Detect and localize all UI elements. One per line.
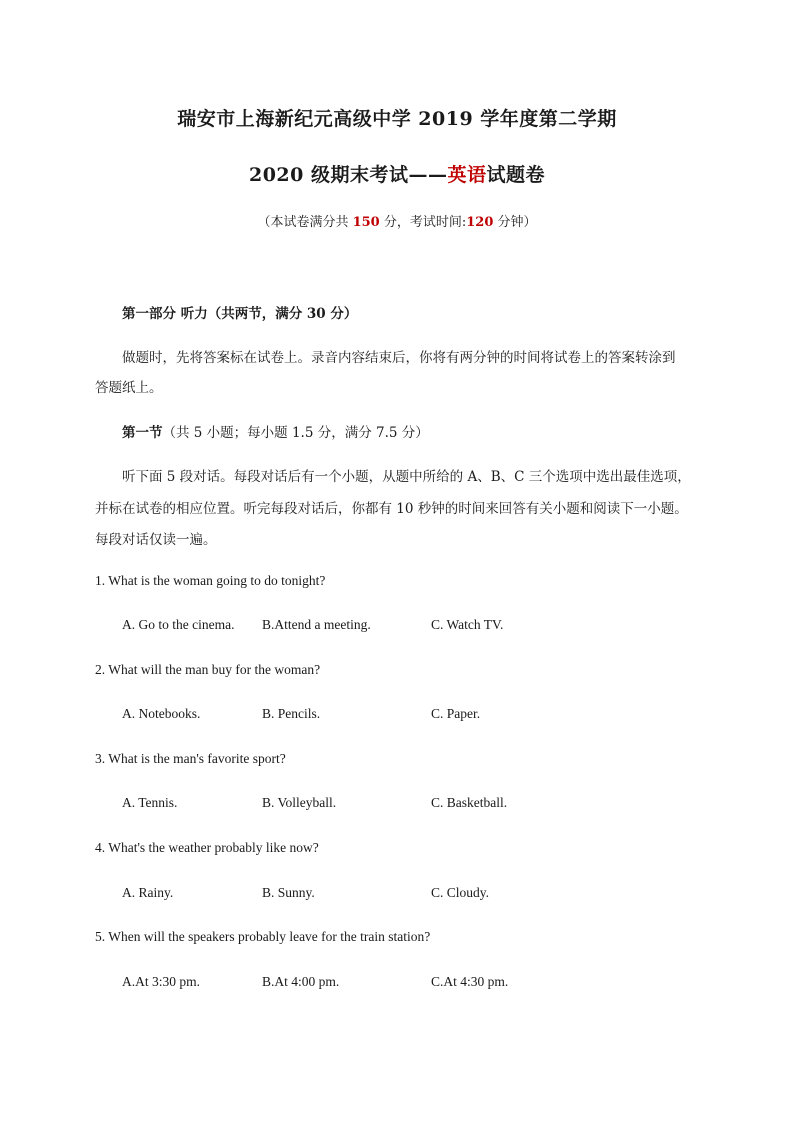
subject-label: 英语	[447, 164, 487, 186]
q1-option-c: C. Watch TV.	[431, 617, 504, 632]
q3-option-a: A. Tennis.	[122, 795, 178, 810]
part1-heading: 第一部分 听力（共两节，满分 30 分）	[122, 306, 358, 322]
q5-option-c: C.At 4:30 pm.	[431, 974, 509, 989]
q5-option-a: A.At 3:30 pm.	[122, 974, 201, 989]
exam-title-line1: 瑞安市上海新纪元高级中学 2019 学年度第二学期	[177, 108, 617, 130]
title-prefix: 2020 级期末考试——	[248, 164, 448, 186]
q1-option-a: A. Go to the cinema.	[122, 617, 235, 632]
q4-option-c: C. Cloudy.	[431, 885, 490, 900]
q4-option-b: B. Sunny.	[262, 885, 315, 900]
q3-option-c: C. Basketball.	[431, 795, 508, 810]
q1-option-b: B.Attend a meeting.	[262, 617, 371, 632]
note-suffix: 分钟）	[493, 215, 537, 230]
q5-option-b: B.At 4:00 pm.	[262, 974, 340, 989]
q2-option-c: C. Paper.	[431, 706, 481, 721]
question-5: 5. When will the speakers probably leave for the train station?	[95, 929, 431, 944]
question-1: 1. What is the woman going to do tonight?	[95, 573, 326, 588]
exam-duration: 120	[466, 215, 494, 230]
section1-heading	[122, 421, 429, 441]
title-suffix: 试题卷	[486, 164, 546, 186]
section1-instruction-line3: 每段对话仅读一遍。	[95, 532, 217, 548]
note-prefix: （本试卷满分共	[257, 215, 353, 230]
question-2: 2. What will the man buy for the woman?	[95, 662, 321, 677]
total-score: 150	[352, 215, 380, 230]
section1-label: 第一节	[122, 425, 163, 441]
exam-info-note	[0, 211, 794, 230]
question-4: 4. What's the weather probably like now?	[95, 840, 319, 855]
question-3: 3. What is the man's favorite sport?	[95, 751, 286, 766]
exam-title-line2	[0, 160, 794, 187]
q3-option-b: B. Volleyball.	[262, 795, 337, 810]
section1-instruction-line1: 听下面 5 段对话。每段对话后有一个小题，从题中所给的 A、B、C 三个选项中选出最佳选项，	[122, 469, 691, 485]
q2-option-a: A. Notebooks.	[122, 706, 201, 721]
q2-option-b: B. Pencils.	[262, 706, 321, 721]
part1-instruction-line1: 做题时，先将答案标在试卷上。录音内容结束后，你将有两分钟的时间将试卷上的答案转涂到	[122, 350, 676, 366]
section1-scoring: （共 5 小题；每小题 1.5 分，满分 7.5 分）	[162, 425, 429, 441]
section1-instruction-line2: 并标在试卷的相应位置。听完每段对话后，你都有 10 秒钟的时间来回答有关小题和阅读下一小题。	[95, 501, 688, 517]
q4-option-a: A. Rainy.	[122, 885, 174, 900]
note-middle: 分，考试时间:	[379, 215, 467, 230]
part1-instruction-line2: 答题纸上。	[95, 380, 163, 396]
